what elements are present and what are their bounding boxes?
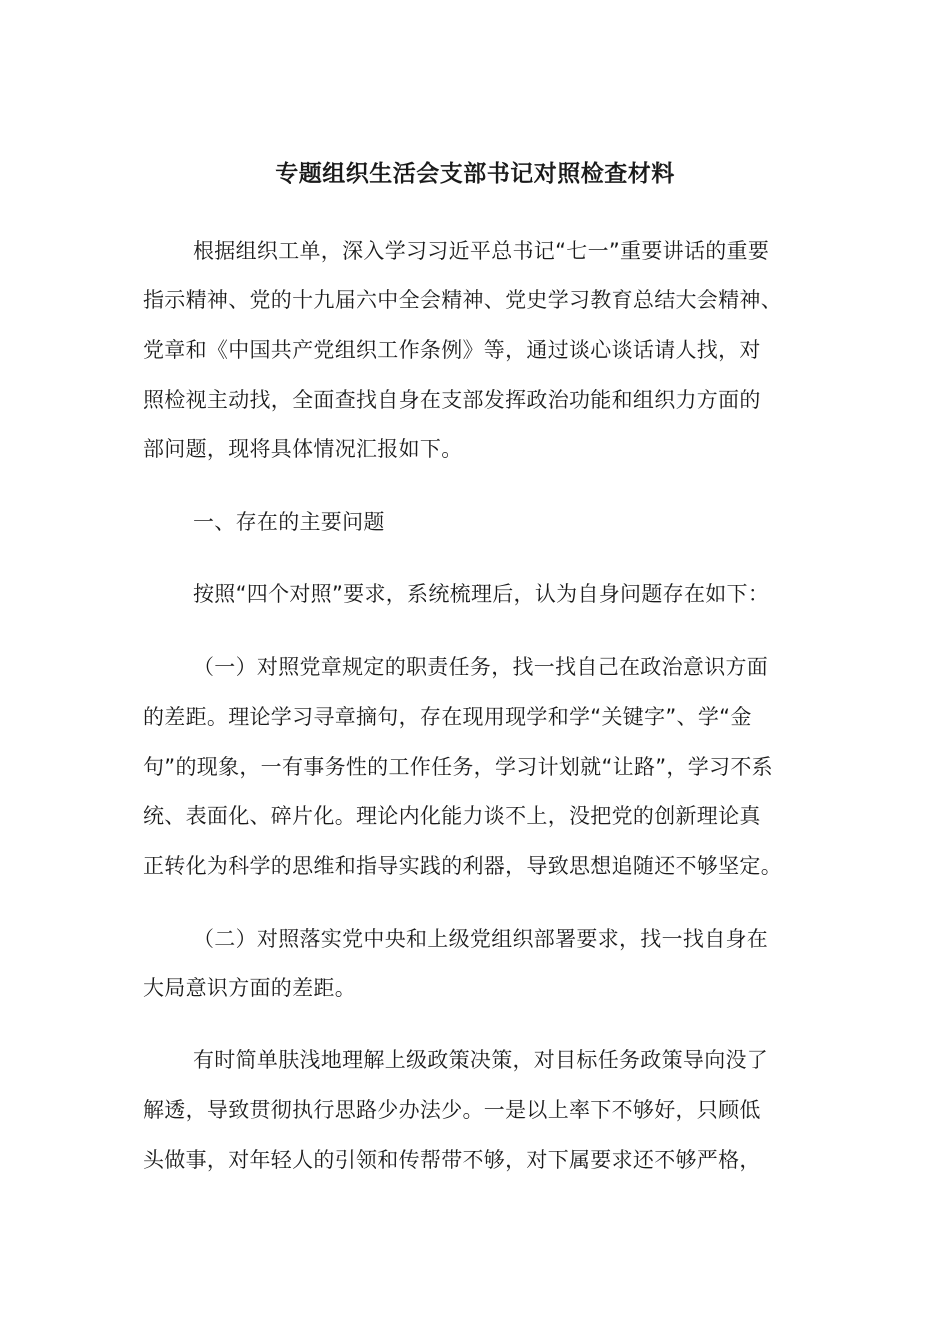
paragraph-line: 指示精神、党的十九届六中全会精神、党史学习教育总结大会精神、	[143, 288, 782, 312]
paragraph-line: 头做事，对年轻人的引领和传帮带不够，对下属要求还不够严格，	[143, 1148, 761, 1172]
paragraph-line: 正转化为科学的思维和指导实践的利器，导致思想追随还不够坚定。	[143, 854, 782, 878]
paragraph-line: 的差距。理论学习寻章摘句，存在现用现学和学“关键字”、学“金	[143, 705, 752, 729]
paragraph-line: 部问题，现将具体情况汇报如下。	[143, 437, 463, 461]
paragraph-line: 解透，导致贯彻执行思路少办法少。一是以上率下不够好，只顾低	[143, 1098, 761, 1122]
paragraph-line: 有时简单肤浅地理解上级政策决策，对目标任务政策导向没了	[193, 1048, 769, 1072]
paragraph-line: 党章和《中国共产党组织工作条例》等，通过谈心谈话请人找，对	[143, 338, 761, 362]
document-title: 专题组织生活会支部书记对照检查材料	[275, 161, 675, 187]
paragraph-line: 统、表面化、碎片化。理论内化能力谈不上，没把党的创新理论真	[143, 804, 761, 828]
subsection-heading: （一）对照党章规定的职责任务，找一找自己在政治意识方面	[193, 655, 769, 679]
paragraph-line: 根据组织工单，深入学习习近平总书记“七一”重要讲话的重要	[193, 239, 770, 263]
subsection-heading: （二）对照落实党中央和上级党组织部署要求，找一找自身在	[193, 927, 769, 951]
paragraph-line: 大局意识方面的差距。	[143, 976, 356, 1000]
paragraph-line: 句”的现象，一有事务性的工作任务，学习计划就“让路”，学习不系	[143, 755, 773, 779]
paragraph-line: 按照“四个对照”要求，系统梳理后，认为自身问题存在如下：	[193, 582, 770, 606]
paragraph-line: 照检视主动找，全面查找自身在支部发挥政治功能和组织力方面的	[143, 388, 761, 412]
section-heading: 一、存在的主要问题	[193, 510, 385, 534]
